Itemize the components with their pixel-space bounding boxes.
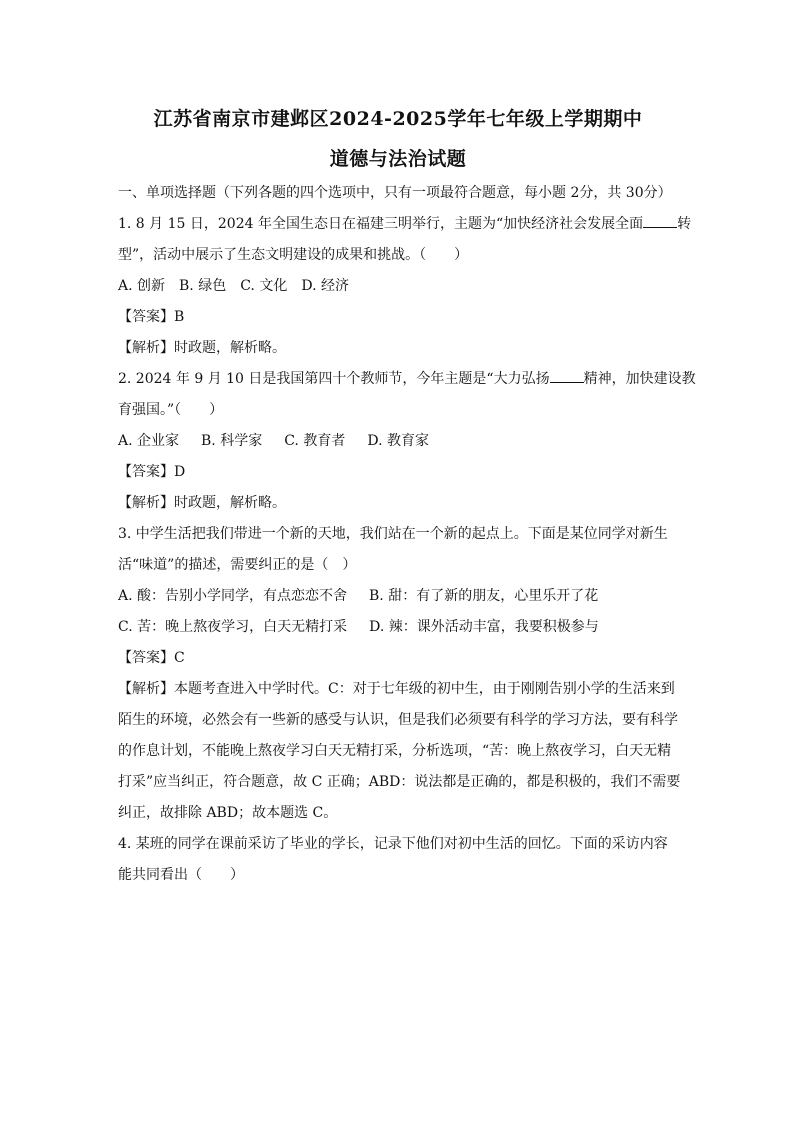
question-2-stem-line2: 育强国。”（ ） [118, 402, 224, 418]
option-a: A. 企业家 [118, 433, 180, 449]
option-b: B. 科学家 [201, 433, 263, 449]
answer-value: D [174, 464, 186, 480]
question-3-analysis-line2: 陌生的环境，必然会有一些新的感受与认识，但是我们必须要有科学的学习方法，要有科学 [118, 712, 678, 728]
question-3-answer [118, 643, 678, 674]
question-1-answer [118, 302, 678, 333]
question-1-stem-line2: 型”，活动中展示了生态文明建设的成果和挑战。（ ） [118, 247, 469, 263]
analysis-label: 【解析】 [118, 340, 174, 356]
answer-label: 【答案】 [118, 464, 174, 480]
question-3-analysis-line3: 的作息计划，不能晚上熬夜学习白天无精打采，分析选项，“苦：晚上熬夜学习，白天无精 [118, 743, 672, 759]
page-subtitle: 道德与法治试题 [329, 148, 467, 170]
question-3-analysis-line4: 打采”应当纠正，符合题意，故 C 正确；ABD：说法都是正确的，都是积极的，我们不需要 [118, 774, 681, 790]
option-b: B. 甜：有了新的朋友，心里乐开了花 [369, 588, 599, 604]
exam-page [118, 96, 696, 891]
question-1-stem-line1 [118, 209, 692, 240]
question-4-stem-line2: 能共同看出（ ） [118, 867, 244, 883]
question-2-analysis [118, 488, 678, 519]
question-3-analysis-line1 [118, 674, 678, 705]
answer-value: B [174, 309, 185, 325]
analysis-label: 【解析】 [118, 495, 174, 511]
analysis-text: 时政题，解析略。 [174, 495, 286, 511]
question-4-stem-line1: 4. 某班的同学在课前采访了毕业的学长，记录下他们对初中生活的回忆。下面的采访内容 [118, 836, 668, 852]
fill-blank [643, 215, 677, 228]
option-d: D. 经济 [301, 278, 349, 294]
analysis-label: 【解析】 [118, 681, 174, 697]
option-a: A. 创新 [118, 278, 166, 294]
option-c: C. 教育者 [284, 433, 346, 449]
answer-value: C [174, 650, 185, 666]
question-3-stem-line1: 3. 中学生活把我们带进一个新的天地，我们站在一个新的起点上。下面是某位同学对新生 [118, 526, 668, 542]
analysis-text: 本题考查进入中学时代。C：对于七年级的初中生，由于刚刚告别小学的生活来到 [174, 681, 675, 697]
fill-blank [550, 370, 584, 383]
option-a: A. 酸：告别小学同学，有点恋恋不舍 [118, 588, 348, 604]
question-3-stem-line2: 活“味道”的描述，需要纠正的是（ ） [118, 557, 357, 573]
option-b: B. 绿色 [179, 278, 227, 294]
answer-label: 【答案】 [118, 309, 174, 325]
analysis-text: 时政题，解析略。 [174, 340, 286, 356]
option-c: C. 文化 [240, 278, 288, 294]
question-2-stem-text: 2. 2024 年 9 月 10 日是我国第四十个教师节，今年主题是“大力弘扬 [118, 371, 550, 387]
page-title: 江苏省南京市建邺区2024-2025学年七年级上学期期中 [153, 108, 643, 130]
question-2-options [118, 426, 678, 457]
option-c: C. 苦：晚上熬夜学习，白天无精打采 [118, 619, 348, 635]
question-1-analysis [118, 333, 678, 364]
question-2-stem-line1 [118, 364, 696, 395]
question-2-answer [118, 457, 678, 488]
question-3-analysis-line5: 纠正，故排除 ABD；故本题选 C。 [118, 805, 338, 821]
section-heading: 一、单项选择题（下列各题的四个选项中，只有一项最符合题意，每小题 2分，共 30分） [118, 185, 672, 201]
option-d: D. 教育家 [367, 433, 429, 449]
question-1-stem-text: 1. 8 月 15 日，2024 年全国生态日在福建三明举行，主题为“加快经济社会发展全面 [118, 216, 644, 232]
question-3-options-row2 [118, 612, 678, 643]
question-1-stem-tail: 转 [677, 216, 692, 232]
question-3-options-row1 [118, 581, 678, 612]
option-d: D. 辣：课外活动丰富，我要积极参与 [369, 619, 599, 635]
question-1-options [118, 271, 678, 302]
answer-label: 【答案】 [118, 650, 174, 666]
question-2-stem-tail: 精神，加快建设教 [583, 371, 696, 387]
